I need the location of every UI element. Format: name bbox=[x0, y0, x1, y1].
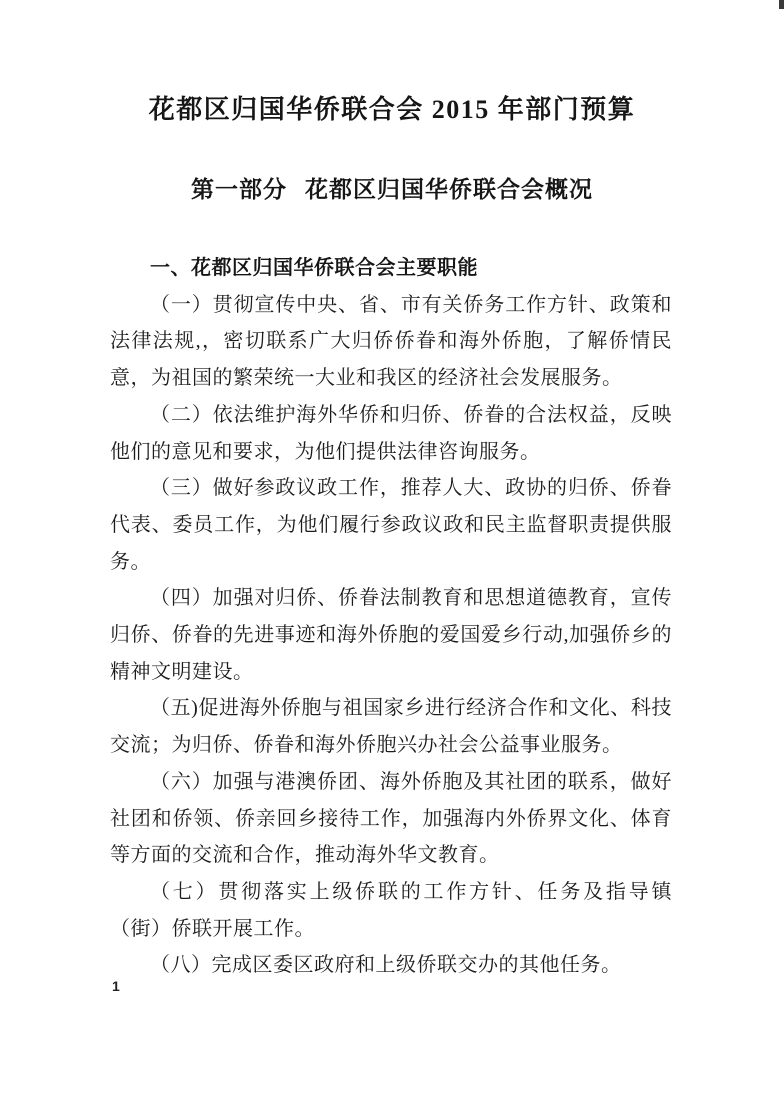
paragraph-8: （八）完成区委区政府和上级侨联交办的其他任务。 bbox=[150, 954, 622, 977]
paragraph-7: （七）贯彻落实上级侨联的工作方针、任务及指导镇（街）侨联开展工作。 bbox=[110, 880, 672, 940]
paragraph-1: （一）贯彻宣传中央、省、市有关侨务工作方针、政策和法律法规,，密切联系广大归侨侨眷和海外侨胞，了解侨情民意，为祖国的繁荣统一大业和我区的经济社会发展服务。 bbox=[110, 293, 672, 390]
paragraph-6: （六）加强与港澳侨团、海外侨胞及其社团的联系，做好社团和侨领、侨亲回乡接待工作，加强海内外侨界文化、体育等方面的交流和合作，推动海外华文教育。 bbox=[110, 770, 672, 867]
document-title: 花都区归国华侨联合会 2015 年部门预算 bbox=[148, 95, 636, 124]
section-heading: 一、花都区归国华侨联合会主要职能 bbox=[150, 257, 478, 279]
paragraph-3: （三）做好参政议政工作，推荐人大、政协的归侨、侨眷代表、委员工作，为他们履行参政议政和民主监督职责提供服务。 bbox=[110, 477, 672, 573]
paragraph-4: （四）加强对归侨、侨眷法制教育和思想道德教育，宣传归侨、侨眷的先进事迹和海外侨胞的爱国爱乡行动,加强侨乡的精神文明建设。 bbox=[110, 587, 672, 683]
part-title: 花都区归国华侨联合会概况 bbox=[305, 177, 593, 202]
paragraph-5: （五)促进海外侨胞与祖国家乡进行经济合作和文化、科技交流；为归侨、侨眷和海外侨胞兴办社会公益事业服务。 bbox=[110, 697, 672, 757]
part-heading bbox=[0, 176, 784, 204]
paragraph-2: （二）依法维护海外华侨和归侨、侨眷的合法权益，反映他们的意见和要求，为他们提供法律咨询服务。 bbox=[110, 403, 672, 463]
part-label: 第一部分 bbox=[191, 177, 287, 202]
scan-artifact-speck bbox=[779, 0, 784, 9]
document-body bbox=[110, 250, 672, 984]
page-number: 1 bbox=[112, 978, 120, 994]
